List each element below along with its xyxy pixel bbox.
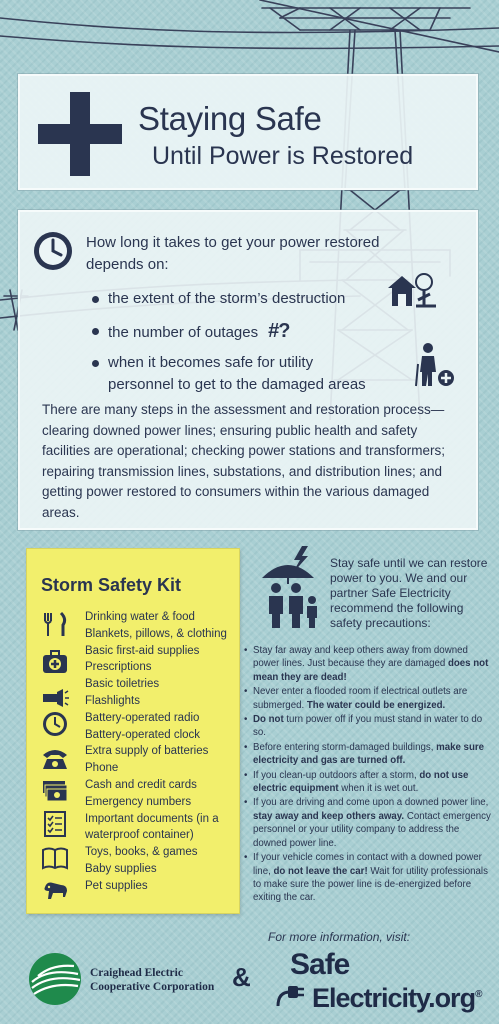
checklist-icon bbox=[41, 811, 69, 837]
list-item: the extent of the storm’s destruction bbox=[92, 288, 472, 310]
list-item: Phone bbox=[85, 762, 119, 775]
list-item: the number of outages #? bbox=[92, 320, 472, 344]
list-item: Basic toiletries bbox=[85, 678, 160, 691]
title-card bbox=[18, 74, 478, 190]
safety-intro: Stay safe until we can restore power to you. We and our partner Safe Electricity recommend the following safety precautions: bbox=[330, 556, 488, 630]
list-item: Emergency numbers bbox=[85, 795, 192, 808]
list-item: waterproof container) bbox=[85, 829, 194, 842]
restoration-process-text: There are many steps in the assessment and restoration process—clearing downed power lines; ensuring public health and safety facilities are operational; checking power stations and transformers; repairing transmission lines, substations, and distribution lines; and getting power restored to consumers within the various damaged areas. bbox=[42, 402, 445, 520]
list-item: • Stay far away and keep others away from downed power lines. Just because they are damaged does not mean they are dead! bbox=[244, 644, 492, 684]
list-item: Important documents (in a bbox=[85, 812, 219, 825]
kit-title: Storm Safety Kit bbox=[41, 575, 182, 595]
page-subtitle: Until Power is Restored bbox=[152, 142, 414, 170]
list-item: • Before entering storm-damaged buildings, make sure electricity and gas are turned off. bbox=[244, 741, 492, 768]
restore-info-card bbox=[18, 210, 478, 530]
list-item: Drinking water & food bbox=[85, 611, 195, 623]
list-item: Basic first-aid supplies bbox=[85, 644, 200, 657]
list-item: Battery-operated clock bbox=[85, 728, 201, 741]
book-icon bbox=[41, 845, 69, 871]
outage-symbol: #? bbox=[268, 320, 290, 342]
safe-electricity-logo[interactable]: Safe Electricity.org® bbox=[290, 948, 482, 1013]
page-title: Staying Safe bbox=[138, 100, 322, 137]
dog-icon bbox=[41, 877, 69, 903]
kit-items-list bbox=[85, 609, 235, 895]
clock-icon bbox=[41, 711, 69, 737]
coop-name[interactable]: Craighead Electric Cooperative Corporation bbox=[90, 967, 215, 993]
list-item: • If your vehicle comes in contact with a downed power line, do not leave the car! Wait for utility professionals to make sure the power line is de-energized before exiting the car. bbox=[244, 851, 492, 905]
ampersand: & bbox=[232, 962, 251, 992]
storm-safety-kit-card bbox=[26, 548, 240, 914]
list-item: Prescriptions bbox=[85, 661, 152, 674]
utility-worker-icon bbox=[414, 342, 456, 388]
more-info-text: For more information, visit: bbox=[268, 930, 411, 944]
list-item: Flashlights bbox=[85, 694, 140, 707]
list-item: Extra supply of batteries bbox=[85, 745, 209, 758]
list-item: • If you clean-up outdoors after a storm, do not use electric equipment when it is wet out. bbox=[244, 769, 492, 796]
list-item: when it becomes safe for utility personnel to get to the damaged areas bbox=[92, 352, 382, 396]
plug-icon bbox=[276, 978, 312, 1008]
list-item: Pet supplies bbox=[85, 879, 148, 892]
craighead-electric-logo bbox=[28, 952, 82, 1006]
list-item: Blankets, pillows, & clothing bbox=[85, 627, 227, 640]
cash-icon bbox=[41, 777, 69, 803]
phone-icon bbox=[41, 745, 69, 771]
list-item: • If you are driving and come upon a downed power line, stay away and keep others away. Contact emergency personnel or your utility company to address the downed power line. bbox=[244, 796, 492, 850]
flashlight-icon bbox=[41, 685, 69, 711]
utensils-icon bbox=[41, 611, 69, 637]
damaged-house-icon bbox=[386, 272, 438, 308]
list-item: Toys, books, & games bbox=[85, 846, 198, 859]
list-item: Battery-operated radio bbox=[85, 711, 200, 724]
list-item: • Never enter a flooded room if electrical outlets are submerged. The water could be energized. bbox=[244, 685, 492, 712]
first-aid-kit-icon bbox=[41, 649, 69, 675]
list-item: Cash and credit cards bbox=[85, 778, 197, 791]
umbrella-family-icon bbox=[258, 544, 324, 630]
list-item: • Do not turn power off if you must stand in water to do so. bbox=[244, 713, 492, 740]
restore-intro: How long it takes to get your power restored depends on: bbox=[86, 234, 380, 273]
safety-precautions-list bbox=[244, 644, 492, 906]
plus-icon bbox=[38, 92, 122, 176]
clock-icon bbox=[32, 230, 74, 272]
list-item: Baby supplies bbox=[85, 862, 157, 875]
